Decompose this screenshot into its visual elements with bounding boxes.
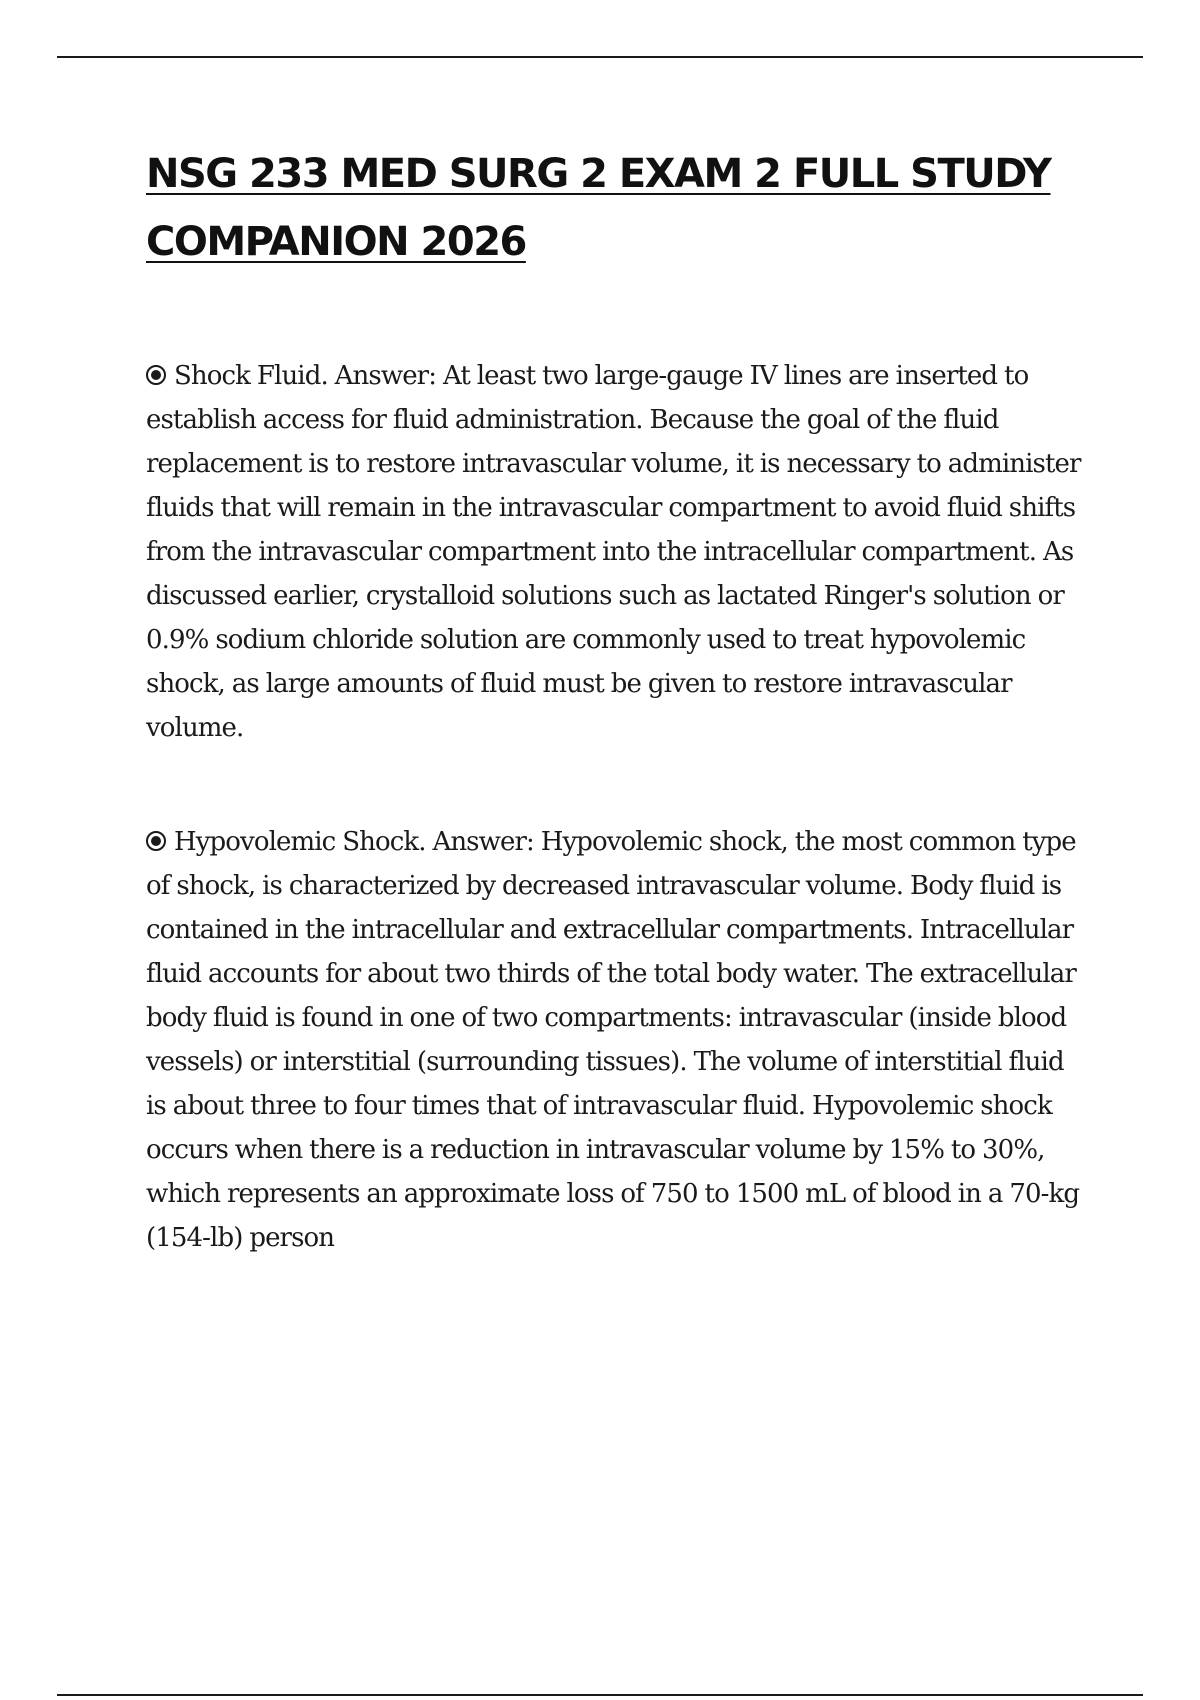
study-entries bbox=[146, 354, 1090, 1330]
entry-text: Hypovolemic Shock. Answer: Hypovolemic shock, the most common type of shock, is characterized by decreased intravascular volume. Body fluid is contained in the intracellular and extracellular compartments. Intracellular fluid accounts for about two thirds of the total body water. The extracellular body fluid is found in one of two compartments: intravascular (inside blood vessels) or interstitial (surrounding tissues). The volume of interstitial fluid is about three to four times that of intravascular fluid. Hypovolemic shock occurs when there is a reduction in intravascular volume by 15% to 30%, which represents an approximate loss of 750 to 1500 mL of blood in a 70-kg (154-lb) person bbox=[146, 827, 1080, 1253]
top-divider bbox=[57, 56, 1143, 58]
bottom-divider bbox=[57, 1694, 1143, 1696]
entry-hypovolemic-shock bbox=[146, 820, 1090, 1260]
document-title: NSG 233 MED SURG 2 EXAM 2 FULL STUDY COMPANION 2026 bbox=[146, 151, 1051, 265]
entry-text: Shock Fluid. Answer: At least two large-gauge IV lines are inserted to establish access for fluid administration. Because the goal of the fluid replacement is to restore intravascular volume, it is necessary to administer fluids that will remain in the intravascular compartment to avoid fluid shifts from the intravascular compartment into the intracellular compartment. As discussed earlier, crystalloid solutions such as lactated Ringer's solution or 0.9% sodium chloride solution are commonly used to treat hypovolemic shock, as large amounts of fluid must be given to restore intravascular volume. bbox=[146, 361, 1081, 743]
radio-bullet-icon bbox=[146, 365, 166, 385]
entry-shock-fluid bbox=[146, 354, 1090, 750]
radio-bullet-icon bbox=[146, 831, 166, 851]
